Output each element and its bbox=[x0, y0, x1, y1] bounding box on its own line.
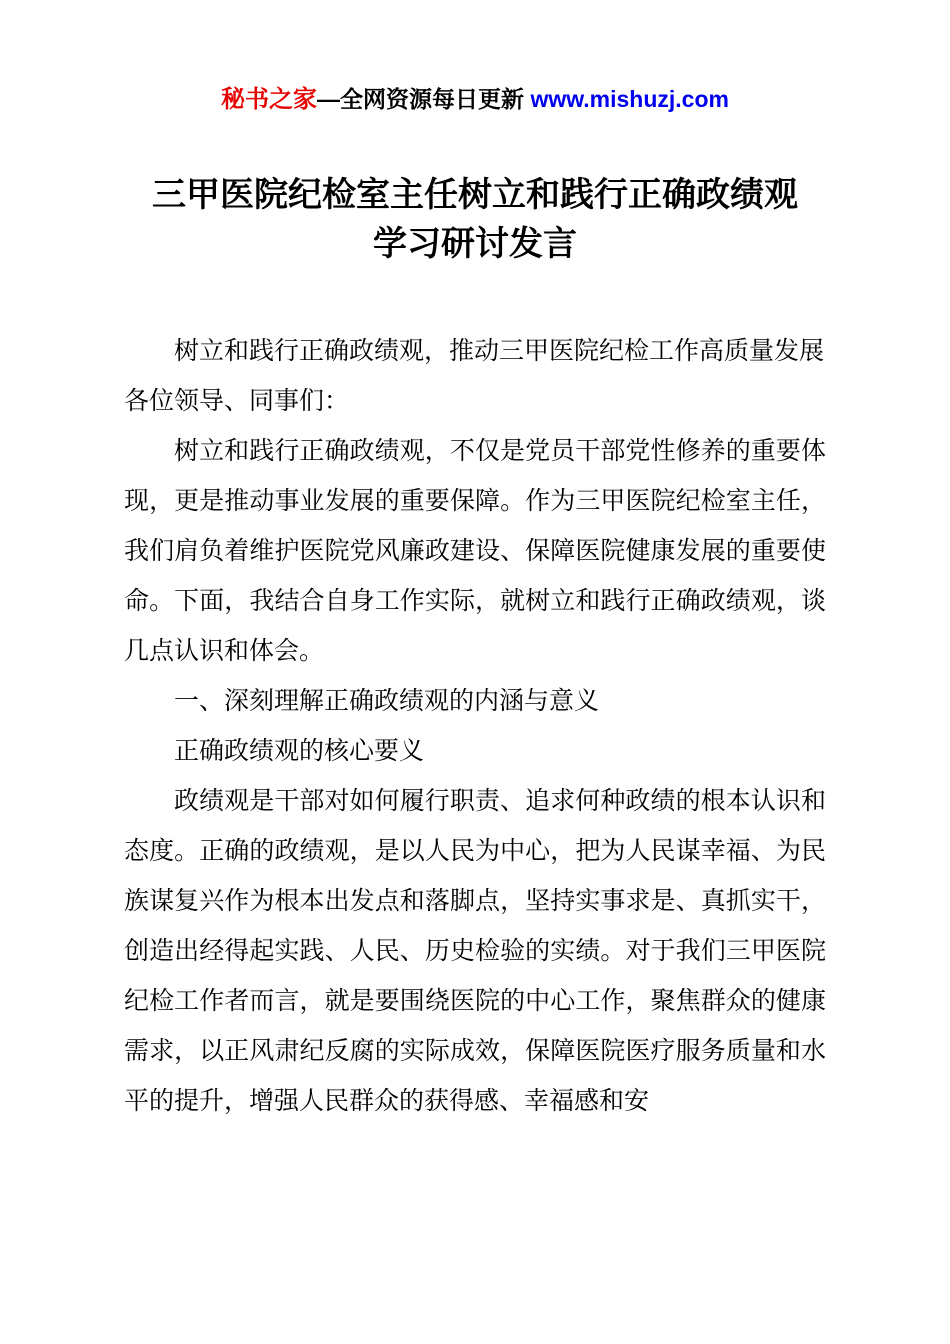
site-brand: 秘书之家 bbox=[221, 86, 318, 113]
document-title bbox=[124, 171, 826, 270]
site-tagline: —全网资源每日更新 bbox=[317, 86, 531, 112]
paragraph-intro: 树立和践行正确政绩观，不仅是党员干部党性修养的重要体现，更是推动事业发展的重要保障。作为三甲医院纪检室主任，我们肩负着维护医院党风廉政建设、保障医院健康发展的重要使命。下面，我结合自身工作实际，就树立和践行正确政绩观，谈几点认识和体会。 bbox=[124, 436, 826, 665]
paragraph-body-text: 政绩观是干部对如何履行职责、追求何种政绩的根本认识和态度。正确的政绩观，是以人民为中心，把为人民谋幸福、为民族谋复兴作为根本出发点和落脚点，坚持实事求是、真抓实干，创造出经得起实践、人民、历史检验的实绩。对于我们三甲医院纪检工作者而言，就是要围绕医院的中心工作，聚焦群众的健康需求，以正风肃纪反腐的实际成效，保障医院医疗服务质量和水平的提升，增强人民群众的获得感、幸福感和安 bbox=[124, 786, 826, 1115]
paragraph-subtitle: 树立和践行正确政绩观，推动三甲医院纪检工作高质量发展 bbox=[174, 336, 825, 365]
document-title-line2: 学习研讨发言 bbox=[373, 225, 577, 264]
paragraph-salutation: 各位领导、同事们： bbox=[124, 386, 350, 415]
document-body bbox=[124, 326, 826, 1126]
paragraph-subheading: 正确政绩观的核心要义 bbox=[174, 736, 425, 765]
site-url-link[interactable]: www.mishuzj.com bbox=[530, 86, 729, 112]
paragraph-section-heading: 一、深刻理解正确政绩观的内涵与意义 bbox=[174, 686, 600, 715]
site-header bbox=[124, 84, 826, 115]
document-title-line1: 三甲医院纪检室主任树立和践行正确政绩观 bbox=[152, 176, 798, 215]
